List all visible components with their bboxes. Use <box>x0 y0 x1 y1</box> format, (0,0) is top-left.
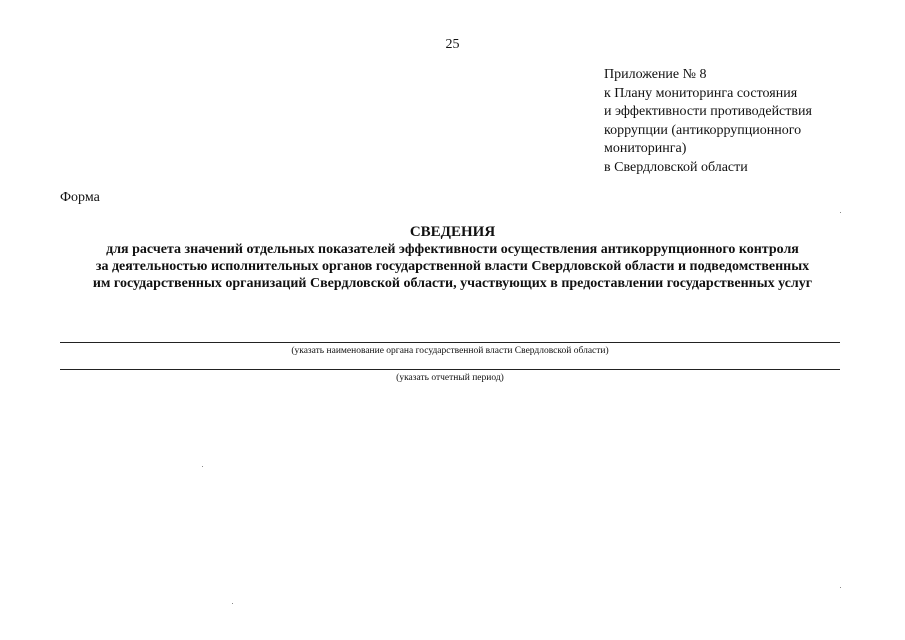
document-title <box>20 224 885 292</box>
field-caption-organ: (указать наименование органа государственной власти Свердловской области) <box>291 346 609 356</box>
title-main: СВЕДЕНИЯ <box>409 224 496 240</box>
appendix-line: в Свердловской области <box>604 159 748 175</box>
form-label: Форма <box>60 190 100 205</box>
scan-speck <box>202 466 203 467</box>
title-line: им государственных организаций Свердловской области, участвующих в предоставлении государственных услуг <box>92 276 813 291</box>
appendix-block <box>604 66 812 177</box>
scan-speck <box>840 212 841 213</box>
title-line: за деятельностью исполнительных органов государственной власти Свердловской области и подведомственных <box>95 259 810 274</box>
scan-speck <box>840 587 841 588</box>
page-number: 25 <box>445 37 460 52</box>
appendix-line: Приложение № 8 <box>604 67 707 82</box>
appendix-line: мониторинга) <box>604 141 687 156</box>
fill-in-line-period[interactable] <box>60 369 840 370</box>
appendix-line: и эффективности противодействия <box>604 104 812 119</box>
appendix-line: коррупции (антикоррупционного <box>604 122 802 138</box>
appendix-line: к Плану мониторинга состояния <box>604 85 798 101</box>
field-caption-period: (указать отчетный период) <box>396 373 504 383</box>
fill-in-line-organ[interactable] <box>60 342 840 343</box>
title-line: для расчета значений отдельных показателей эффективности осуществления антикоррупционного контроля <box>106 242 799 257</box>
scan-speck <box>232 603 233 604</box>
